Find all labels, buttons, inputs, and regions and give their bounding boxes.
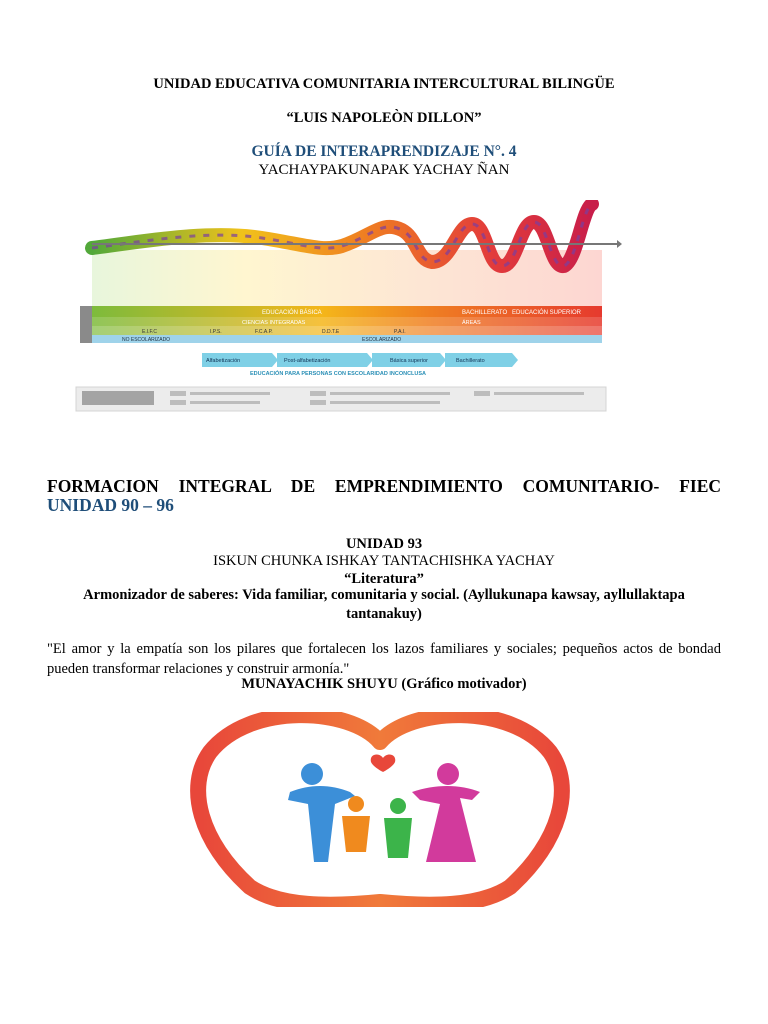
level-bar-low <box>92 326 602 335</box>
level-fcap: F.C.A.P. <box>255 329 273 335</box>
legend-key <box>82 391 154 405</box>
unit-subject: “Literatura” <box>344 571 424 587</box>
guide-title: GUÍA DE INTERAPRENDIZAJE N°. 4 <box>251 143 517 160</box>
label-escolarizado: ESCOLARIZADO <box>362 337 402 343</box>
side-tab <box>80 306 92 343</box>
education-spiral-infographic <box>72 200 622 420</box>
school-name: UNIDAD EDUCATIVA COMUNITARIA INTERCULTURAL BILINGÜE <box>153 76 615 92</box>
father-figure <box>288 763 355 862</box>
unit-kichwa-title: ISKUN CHUNKA ISHKAY TANTACHISHKA YACHAY <box>213 553 555 569</box>
arrow-steps <box>202 353 518 377</box>
arrow-caption: EDUCACIÓN PARA PERSONAS CON ESCOLARIDAD INCONCLUSA <box>250 371 427 377</box>
harmonizer-text: Armonizador de saberes: Vida familiar, comunitaria y social. (Ayllukunapa kawsay, ayllullaktapa tantanakuy) <box>83 587 685 622</box>
level-bar-mid <box>92 317 602 326</box>
step-alfabetizacion: Alfabetización <box>206 358 241 364</box>
sub-label-areas: ÁREAS <box>462 320 481 326</box>
sub-label-ci: CIENCIAS INTEGRADAS <box>242 320 306 326</box>
level-ips: I.P.S. <box>210 329 222 335</box>
child-figure-green <box>384 798 412 858</box>
legend-box <box>76 387 606 411</box>
section-title: FORMACION INTEGRAL DE EMPRENDIMIENTO COMUNITARIO- FIEC <box>47 476 721 496</box>
motivational-quote: "El amor y la empatía son los pilares que fortalecen los lazos familiares y sociales; pequeños actos de bondad pueden transformar relaciones y construir armonía." <box>47 641 721 677</box>
child-figure-orange <box>342 796 370 852</box>
motivator-caption: MUNAYACHIK SHUYU (Gráfico motivador) <box>241 676 527 692</box>
unit-range: UNIDAD 90 – 96 <box>47 495 174 515</box>
spiral-background <box>92 250 602 308</box>
level-eifc: E.I.F.C <box>142 329 158 335</box>
stage-label-basic: EDUCACIÓN BÁSICA <box>262 310 322 316</box>
small-heart-icon <box>371 755 396 772</box>
stage-label-higher: EDUCACIÓN SUPERIOR <box>512 310 582 316</box>
step-basica: Básica superior <box>390 358 428 364</box>
heart-outline <box>198 715 562 905</box>
guide-subtitle: YACHAYPAKUNAPAK YACHAY ÑAN <box>258 162 510 178</box>
level-pai: P.A.I. <box>394 329 406 335</box>
unit-title: UNIDAD 93 <box>345 536 423 552</box>
step-post: Post-alfabetización <box>284 358 331 364</box>
level-ddte: D.D.T.E <box>322 329 340 335</box>
step-bachillerato: Bachillerato <box>456 358 485 364</box>
stage-label-bach: BACHILLERATO <box>462 310 508 316</box>
mother-figure <box>412 763 480 862</box>
school-named: “LUIS NAPOLEÒN DILLON” <box>286 110 482 126</box>
family-heart-icon <box>180 712 580 907</box>
label-no-escolarizado: NO ESCOLARIZADO <box>122 337 171 343</box>
